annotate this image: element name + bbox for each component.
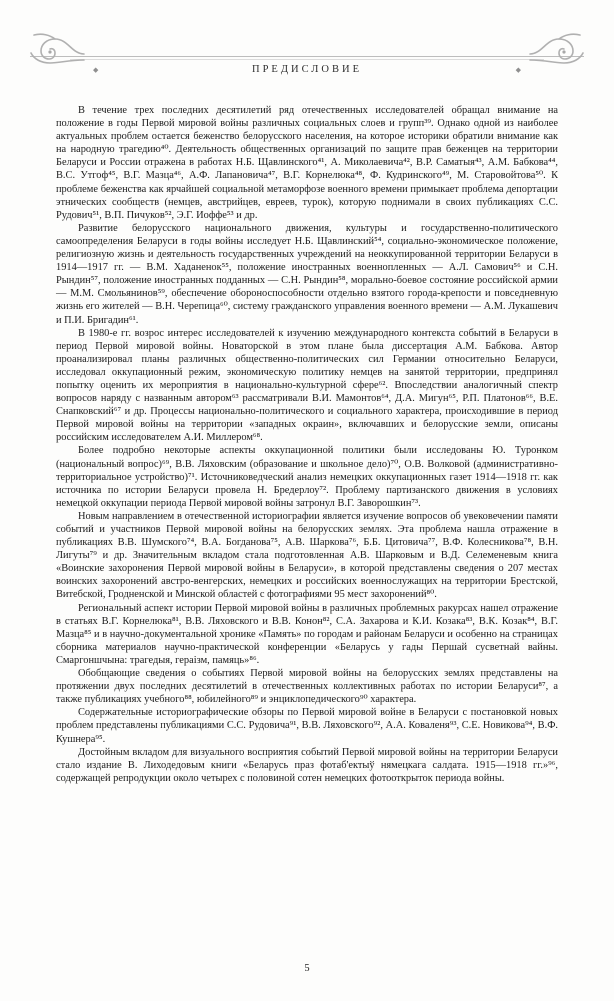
paragraph-4: Более подробно некоторые аспекты оккупационной политики были исследованы Ю. Туронком (национальный вопрос)⁶⁹, В.В. Ляховским (образование и школьное дело)⁷⁰, О.В. Волковой (административно-территориальное устройство)⁷¹. Источниковедческий анализ немецких оккупационных газет 1914—1918 гг. как источника по истории Беларуси провела Н. Бредерлоу⁷². Проблему партизанского движения в условиях немецкой оккупации периода Первой мировой войны затронул В.Г. Заворошкин⁷³. [56, 445, 558, 509]
scroll-flourish-icon [28, 30, 86, 68]
paragraph-1: В течение трех последних десятилетий ряд отечественных исследователей обращал внимание на положение в годы Первой мировой войны различных социальных слоев и групп³⁹. Однако одной из наиболее актуальных проблем остается беженство белорусского населения, на которое историки обратили внимание как на народную трагедию⁴⁰. Деятельность общественных организаций по защите прав беженцев на территории Беларуси и России отражена в работах Н.Б. Щавлинского⁴¹, А. Миколаевича⁴², В.Р. Саматыя⁴³, А.М. Бабкова⁴⁴, В.С. Утгоф⁴⁵, В.Г. Мазца⁴⁶, А.Ф. Лапановича⁴⁷, В.Г. Корнелюка⁴⁸, Ф. Кудринского⁴⁹, М. Старовойтова⁵⁰. К проблеме беженства как ярчайшей социальной метаморфозе военного времени примыкает проблема депортации этнических сообществ (немцев, австрийцев, евреев, турок), которую поднимали в своих публикациях С.С. Рудович⁵¹, В.П. Пичуков⁵², Э.Г. Иоффе⁵³ и др. [56, 105, 558, 221]
paragraph-3: В 1980-е гг. возрос интерес исследователей к изучению международного контекста событий в Беларуси в период Первой мировой войны. Новаторской в этом плане была диссертация А.М. Бабкова. Автор проанализировал планы различных общественно-политических сил Германии относительно Беларуси, исследовал оккупационный режим, экономическую политику немцев на занятой территории, предпринял попытку оценить их мероприятия в национально-культурной сфере⁶². Впоследствии аналогичный спектр вопросов наряду с названным автором⁶³ рассматривали В.И. Мамонтов⁶⁴, Д.А. Мигун⁶⁵, Р.П. Платонов⁶⁶, В.Е. Снапковский⁶⁷ и др. Процессы национально-политического и социального характера, происходившие в период Первой мировой войны на территории «западных окраин», включавших и белорусские земли, описаны российским исследователем А.И. Миллером⁶⁸. [56, 327, 558, 444]
paragraph-5: Новым направлением в отечественной историографии является изучение вопросов об увековечении памяти событий и участников Первой мировой войны на белорусских землях. Эта проблема нашла отражение в публикациях В.В. Шумского⁷⁴, В.А. Богданова⁷⁵, А.В. Шаркова⁷⁶, Б.Б. Цитовича⁷⁷, В.Ф. Колесникова⁷⁸, В.Н. Лигуты⁷⁹ и др. Значительным вкладом стала подготовленная А.В. Шарковым и В.Д. Селеменевым книга «Воинские захоронения Первой мировой войны в Беларуси», в которой представлены сведения о 207 местах воинских захоронений австро-венгерских, немецких и российских военнослужащих на территории Брестской, Витебской, Гродненской и Минской областей с фотографиями 95 мест захоронений⁸⁰. [56, 510, 558, 601]
page-number: 5 [304, 963, 310, 974]
paragraph-9: Достойным вкладом для визуального восприятия событий Первой мировой войны на территории Беларуси стало издание В. Лиходедовым книги «Беларусь праз фотаб'ектыў нямецкага салдата. 1915—1918 гг.»⁹⁶, содержащей репродукции около четырех с половиной сотен немецких фотооткрыток периода войны. [56, 746, 558, 784]
diamond-ornament-icon: ◆ [515, 66, 521, 74]
paragraph-7: Обобщающие сведения о событиях Первой мировой войны на белорусских землях представлены на протяжении двух последних десятилетий в отечественных коллективных работах по истории Беларуси⁸⁷, а также публикациях учебного⁸⁸, юбилейного⁸⁹ и энциклопедического⁹⁰ характера. [56, 668, 558, 706]
paragraph-8: Содержательные историографические обзоры по Первой мировой войне в Беларуси с постановкой новых проблем представлены публикациями С.С. Рудовича⁹¹, В.В. Ляховского⁹², А.А. Коваленя⁹³, С.Е. Новикова⁹⁴, В.Ф. Кушнера⁹⁵. [56, 707, 558, 745]
paragraph-6: Региональный аспект истории Первой мировой войны в различных проблемных ракурсах нашел отражение в статьях В.Г. Корнелюка⁸¹, В.В. Ляховского и В.В. Конон⁸², С.А. Захарова и К.И. Козака⁸³, В.К. Козак⁸⁴, В.Г. Мазца⁸⁵ и в научно-документальной хронике «Память» по городам и районам Беларуси и особенно на страницах сборника материалов научно-практической конференции «Беларусь у гады Першай сусветнай вайны. Смаргоншчына: трагедыя, гераізм, памяць»⁸⁶. [56, 602, 558, 666]
diamond-ornament-icon: ◆ [93, 66, 99, 74]
header-rule-secondary [70, 59, 544, 60]
body-text [56, 104, 558, 785]
paragraph-2: Развитие белорусского национального движения, культуры и государственно-политического самоопределения Беларуси в годы войны исследует Н.Б. Щавлинский⁵⁴, социально-экономическое положение, религиозную жизнь и деятельность государственных учреждений на неоккупированной территории Беларуси в 1914—1917 гг. — В.М. Хаданенок⁵⁵, положение иностранных военнопленных — А.Л. Самович⁵⁶ и С.Н. Рындин⁵⁷, положение иностранных подданных — С.Н. Рындин⁵⁸, морально-боевое состояние российской армии — М.М. Смольянинов⁵⁹, обеспечение обороноспособности отдельно взятого города-крепости и повседневную жизнь его жителей — В.Н. Черепица⁶⁰, систему гражданского управления военного времени — А.М. Лукашевич и П.И. Бригадин⁶¹. [56, 222, 558, 326]
header-rule [30, 56, 584, 57]
scroll-flourish-icon [528, 30, 586, 68]
chapter-title: ПРЕДИСЛОВИЕ [251, 64, 363, 75]
title-row [0, 64, 614, 80]
